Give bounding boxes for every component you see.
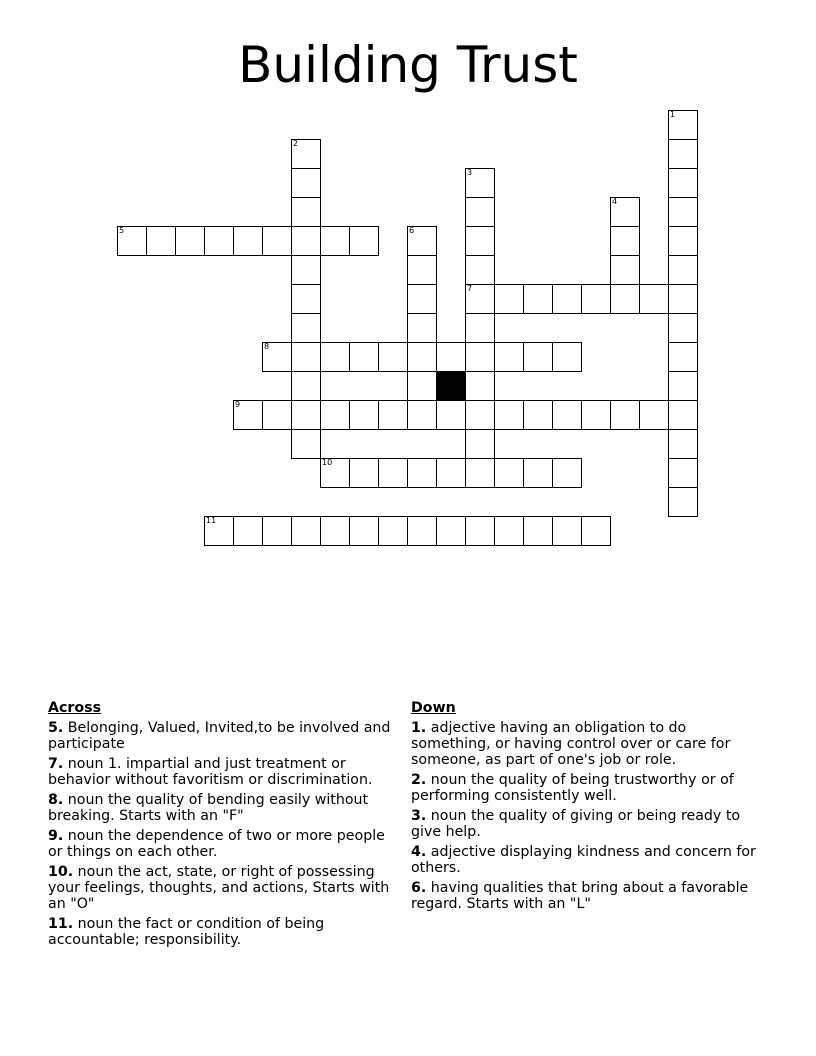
clue-number: 10. <box>48 864 74 880</box>
grid-cell[interactable] <box>291 516 321 546</box>
clue-text: noun the dependence of two or more people or things on each other. <box>48 828 385 860</box>
grid-cell[interactable] <box>465 313 495 343</box>
grid-cell[interactable] <box>378 516 408 546</box>
clue-number: 1. <box>411 720 427 736</box>
clue-number: 6. <box>411 880 427 896</box>
clue-number: 5. <box>48 720 64 736</box>
clue-text: noun the quality of being trustworthy or of performing consistently well. <box>411 772 734 804</box>
grid-cell[interactable] <box>291 400 321 430</box>
grid-cell[interactable] <box>610 255 640 285</box>
grid-cell[interactable] <box>610 284 640 314</box>
grid-cell[interactable] <box>494 284 524 314</box>
down-clue <box>411 720 766 768</box>
grid-cell[interactable] <box>523 342 553 372</box>
clue-number-9: 9 <box>235 400 241 409</box>
grid-cell[interactable] <box>581 516 611 546</box>
clue-text: noun the quality of giving or being ready to give help. <box>411 808 741 840</box>
grid-cell[interactable] <box>668 429 698 459</box>
clue-number-4: 4 <box>612 197 618 206</box>
clue-text: noun 1. impartial and just treatment or behavior without favoritism or discrimination. <box>48 756 373 788</box>
grid-cell[interactable] <box>581 284 611 314</box>
grid-cell[interactable] <box>610 226 640 256</box>
grid-cell[interactable] <box>668 197 698 227</box>
grid-cell[interactable] <box>552 516 582 546</box>
down-clue-list <box>411 720 766 912</box>
grid-cell[interactable] <box>407 458 437 488</box>
down-clues <box>411 700 766 916</box>
grid-cell[interactable] <box>349 516 379 546</box>
grid-cell[interactable] <box>291 342 321 372</box>
grid-cell[interactable] <box>233 516 263 546</box>
grid-cell[interactable] <box>494 342 524 372</box>
clue-text: adjective displaying kindness and concern for others. <box>411 844 756 876</box>
grid-cell[interactable] <box>465 226 495 256</box>
grid-cell[interactable] <box>262 226 292 256</box>
grid-cell[interactable] <box>668 400 698 430</box>
grid-cell[interactable] <box>146 226 176 256</box>
grid-cell[interactable] <box>668 458 698 488</box>
clue-text: noun the fact or condition of being accountable; responsibility. <box>48 916 325 948</box>
grid-cell[interactable] <box>349 342 379 372</box>
clue-number: 4. <box>411 844 427 860</box>
grid-cell[interactable] <box>407 400 437 430</box>
grid-cell[interactable] <box>291 429 321 459</box>
grid-cell[interactable] <box>523 458 553 488</box>
across-clue <box>48 720 398 752</box>
grid-cell[interactable] <box>552 342 582 372</box>
grid-cell[interactable] <box>668 168 698 198</box>
grid-cell[interactable] <box>320 342 350 372</box>
grid-cell[interactable] <box>465 342 495 372</box>
grid-cell[interactable] <box>407 313 437 343</box>
grid-cell[interactable] <box>436 458 466 488</box>
clue-number-7: 7 <box>467 284 473 293</box>
grid-cell[interactable] <box>262 400 292 430</box>
clue-number-2: 2 <box>293 139 299 148</box>
grid-cell[interactable] <box>204 226 234 256</box>
grid-cell[interactable] <box>291 226 321 256</box>
clue-text: adjective having an obligation to do something, or having control over or care for someone, as part of one's job or role. <box>411 720 731 768</box>
down-clue <box>411 844 766 876</box>
grid-cell[interactable] <box>465 429 495 459</box>
clue-text: having qualities that bring about a favorable regard. Starts with an "L" <box>411 880 749 912</box>
grid-cell[interactable] <box>262 516 292 546</box>
grid-cell[interactable] <box>668 139 698 169</box>
grid-cell[interactable] <box>407 516 437 546</box>
clue-number: 2. <box>411 772 427 788</box>
grid-cell[interactable] <box>523 516 553 546</box>
across-clue <box>48 756 398 788</box>
grid-cell[interactable] <box>349 226 379 256</box>
grid-cell[interactable] <box>436 342 466 372</box>
grid-cell[interactable] <box>668 226 698 256</box>
grid-cell[interactable] <box>436 516 466 546</box>
grid-cell[interactable] <box>639 284 669 314</box>
grid-cell[interactable] <box>291 284 321 314</box>
grid-cell[interactable] <box>465 197 495 227</box>
puzzle-title: Building Trust <box>238 36 578 94</box>
clue-number-5: 5 <box>119 226 125 235</box>
down-heading: Down <box>411 700 456 716</box>
grid-cell[interactable] <box>494 400 524 430</box>
grid-cell[interactable] <box>465 400 495 430</box>
across-clue <box>48 792 398 824</box>
clue-number-11: 11 <box>206 516 217 525</box>
grid-cell[interactable] <box>378 458 408 488</box>
grid-cell[interactable] <box>668 284 698 314</box>
clue-text: Belonging, Valued, Invited,to be involved and participate <box>48 720 391 752</box>
clue-number: 9. <box>48 828 64 844</box>
clue-number: 7. <box>48 756 64 772</box>
clue-text: noun the quality of bending easily without breaking. Starts with an "F" <box>48 792 369 824</box>
grid-cell[interactable] <box>175 226 205 256</box>
grid-cell[interactable] <box>465 516 495 546</box>
grid-cell[interactable] <box>291 371 321 401</box>
grid-cell[interactable] <box>378 342 408 372</box>
grid-cell[interactable] <box>668 255 698 285</box>
across-heading: Across <box>48 700 102 716</box>
grid-cell[interactable] <box>494 458 524 488</box>
grid-cell[interactable] <box>291 313 321 343</box>
grid-cell[interactable] <box>552 458 582 488</box>
grid-cell[interactable] <box>668 487 698 517</box>
grid-cell[interactable] <box>668 371 698 401</box>
across-clue <box>48 828 398 860</box>
clue-number: 3. <box>411 808 427 824</box>
grid-cell[interactable] <box>465 458 495 488</box>
clue-number: 11. <box>48 916 74 932</box>
across-clue-list <box>48 720 398 948</box>
grid-cell[interactable] <box>407 342 437 372</box>
grid-cell[interactable] <box>349 458 379 488</box>
grid-cell[interactable] <box>320 516 350 546</box>
grid-cell[interactable] <box>523 284 553 314</box>
down-clue <box>411 880 766 912</box>
clue-number-8: 8 <box>264 342 270 351</box>
grid-cell[interactable] <box>291 168 321 198</box>
grid-cell[interactable] <box>407 255 437 285</box>
grid-cell[interactable] <box>668 313 698 343</box>
across-clues <box>48 700 398 952</box>
clue-number-3: 3 <box>467 168 473 177</box>
grid-cell[interactable] <box>291 255 321 285</box>
grid-cell[interactable] <box>610 400 640 430</box>
grid-cell[interactable] <box>436 400 466 430</box>
clue-number-1: 1 <box>670 110 676 119</box>
grid-cell[interactable] <box>465 255 495 285</box>
across-clue <box>48 916 398 948</box>
down-clue <box>411 808 766 840</box>
grid-cell[interactable] <box>668 342 698 372</box>
grid-cell[interactable] <box>233 226 263 256</box>
grid-cell[interactable] <box>407 371 437 401</box>
clue-number-10: 10 <box>322 458 333 467</box>
grid-cell[interactable] <box>494 516 524 546</box>
grid-cell[interactable] <box>407 284 437 314</box>
grid-cell[interactable] <box>465 371 495 401</box>
across-clue <box>48 864 398 912</box>
grid-cell[interactable] <box>320 226 350 256</box>
grid-cell[interactable] <box>552 284 582 314</box>
grid-cell[interactable] <box>552 400 582 430</box>
grid-cell[interactable] <box>291 197 321 227</box>
grid-cell[interactable] <box>349 400 379 430</box>
clue-number: 8. <box>48 792 64 808</box>
clue-number-6: 6 <box>409 226 415 235</box>
clue-text: noun the act, state, or right of possessing your feelings, thoughts, and actions, Starts with an "O" <box>48 864 390 912</box>
down-clue <box>411 772 766 804</box>
grid-cell[interactable] <box>523 400 553 430</box>
grid-cell[interactable] <box>378 400 408 430</box>
grid-cell[interactable] <box>639 400 669 430</box>
black-cell <box>436 371 466 401</box>
grid-cell[interactable] <box>320 400 350 430</box>
grid-cell[interactable] <box>581 400 611 430</box>
